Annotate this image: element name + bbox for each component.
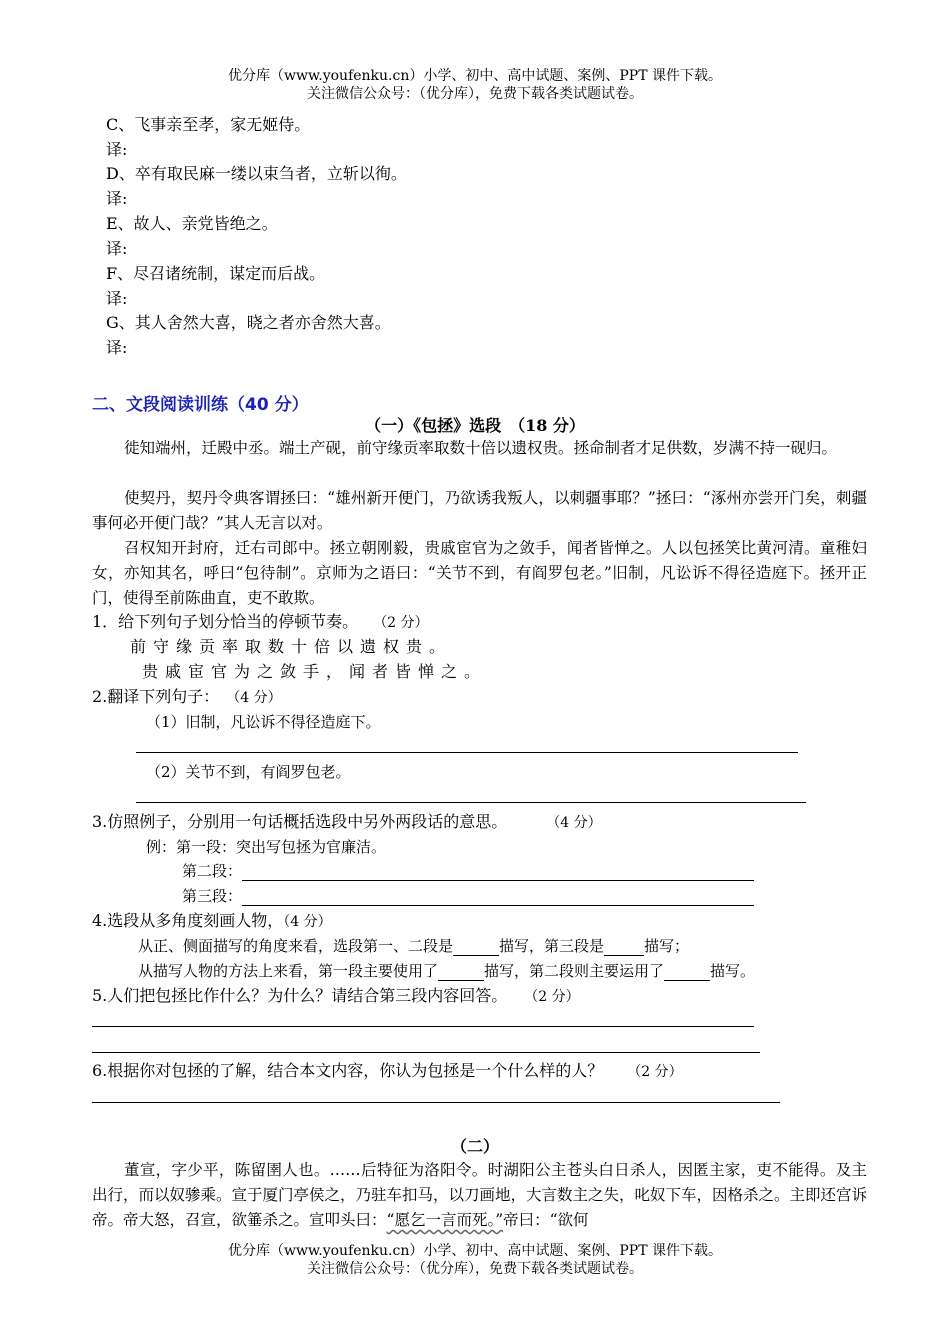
question-2-score: （4 分） (233, 690, 282, 706)
question-1-text: 1．给下列句子划分恰当的停顿节奏。 (92, 612, 359, 631)
translation-item-c: C、飞事亲至孝，家无姬侍。 (106, 115, 311, 134)
question-3-score: （4 分） (553, 815, 602, 831)
answer-blank-4-2[interactable] (604, 941, 644, 956)
translation-label-f: 译: (106, 289, 128, 308)
translation-label-e: 译: (106, 239, 128, 258)
passage2-paragraph (92, 1158, 867, 1233)
question-5-text: 5.人们把包拯比作什么？为什么？请结合第三段内容回答。 (92, 986, 508, 1005)
passage-paragraph-3: 召权知开封府，迁右司郎中。拯立朝刚毅，贵戚宦官为之敛手，闻者皆惮之。人以包拯笑比黄河清。童稚妇女，亦知其名，呼曰“包待制”。京师为之语曰：“关节不到，有阎罗包老。”旧制，凡讼诉不得径造庭下。拯开正门，使得至前陈曲直，吏不敢欺。 (92, 539, 867, 607)
question-4-text: 4.选段从多角度刻画人物， (92, 911, 284, 930)
translation-item-g: G、其人舍然大喜，晓之者亦舍然大喜。 (106, 313, 391, 332)
page-header-line2: 关注微信公众号：（优分库），免费下载各类试题试卷。 (307, 86, 643, 102)
question-3-para2-label: 第二段： (182, 862, 243, 880)
translation-label-g: 译: (106, 338, 128, 357)
question-3-para3-label: 第三段： (182, 887, 243, 905)
question-4-line-2-part-a: 从描写人物的方法上来看，第一段主要使用了 (138, 962, 439, 980)
passage2-quote-underlined: “愿乞一言而死。” (386, 1211, 504, 1229)
question-3-example: 例：第一段：突出写包拯为官廉洁。 (146, 838, 387, 856)
page-footer-line1: 优分库（www.youfenku.cn）小学、初中、高中试题、案例、PPT 课件下载。 (227, 1243, 722, 1259)
question-2 (92, 687, 282, 708)
passage-paragraph-2: 使契丹，契丹令典客谓拯曰：“雄州新开便门，乃欲诱我叛人，以刺疆事耶？”拯曰：“涿州亦尝开门矣，刺疆事何必开便门哉？”其人无言以对。 (92, 489, 867, 532)
page-header-line1: 优分库（www.youfenku.cn）小学、初中、高中试题、案例、PPT 课件下载。 (227, 68, 722, 84)
question-6-text: 6.根据你对包拯的了解，结合本文内容，你认为包拯是一个什么样的人？ (92, 1061, 604, 1080)
answer-line-5-1[interactable] (92, 1026, 754, 1027)
question-4-line-2-part-b: 描写，第二段则主要运用了 (484, 962, 665, 980)
question-5-score: （2 分） (531, 989, 580, 1005)
question-1-sentence-2: 贵戚宦官为之敛手，闻者皆惮之。 (142, 662, 488, 681)
translation-item-d: D、卒有取民麻一缕以束刍者，立斩以徇。 (106, 164, 407, 183)
question-5 (92, 986, 580, 1007)
question-3-para2 (182, 861, 754, 881)
answer-line-6[interactable] (92, 1102, 780, 1103)
question-6 (92, 1061, 683, 1082)
answer-blank-4-4[interactable] (664, 966, 710, 981)
question-3-para3 (182, 886, 754, 906)
answer-line-2-1[interactable] (136, 752, 798, 753)
answer-line-5-2[interactable] (92, 1052, 760, 1053)
question-3 (92, 812, 602, 833)
question-4 (92, 911, 332, 932)
question-4-score: （4 分） (283, 914, 332, 930)
answer-blank-4-3[interactable] (438, 966, 484, 981)
translation-item-f: F、尽召诸统制，谋定而后战。 (106, 264, 326, 283)
question-2-text: 2.翻译下列句子： (92, 687, 220, 706)
question-1-score: （2 分） (380, 615, 429, 631)
question-1-sentence-1: 前守缘贡率取数十倍以遗权贵。 (130, 637, 453, 656)
answer-blank-4-1[interactable] (453, 941, 499, 956)
passage-paragraph-1: 徙知端州，迁殿中丞。端土产砚，前守缘贡率取数十倍以遗权贵。拯命制者才足供数，岁满不持一砚归。 (124, 439, 838, 457)
translation-item-e: E、故人、亲党皆绝之。 (106, 214, 278, 233)
question-3-text: 3.仿照例子，分别用一句话概括选段中另外两段话的意思。 (92, 812, 508, 831)
translation-label-c: 译: (106, 140, 128, 159)
question-4-line-1-part-c: 描写； (644, 937, 690, 955)
answer-blank-para3[interactable] (242, 891, 754, 906)
question-4-line-2-part-c: 描写。 (710, 962, 756, 980)
question-6-score: （2 分） (627, 1064, 683, 1080)
question-4-line-2 (138, 961, 755, 981)
question-1 (92, 612, 429, 633)
question-2-sentence-1: （1）旧制，凡讼诉不得径造庭下。 (146, 713, 381, 731)
question-4-line-1 (138, 936, 689, 956)
page-footer-line2: 关注微信公众号：（优分库），免费下载各类试题试卷。 (307, 1261, 643, 1277)
question-4-line-1-part-b: 描写，第三段是 (499, 937, 605, 955)
question-2-sentence-2: （2）关节不到，有阎罗包老。 (146, 763, 351, 781)
translation-label-d: 译: (106, 189, 128, 208)
section-title: 二、文段阅读训练（40 分） (92, 395, 309, 415)
passage2-continued: 帝曰：“欲何 (503, 1211, 589, 1229)
answer-line-2-2[interactable] (136, 802, 806, 803)
answer-blank-para2[interactable] (242, 866, 754, 881)
part1-title: （一）《包拯》选段 （18 分） (365, 416, 585, 435)
part2-title: （二） (450, 1137, 499, 1156)
passage2-text: 董宣，字少平，陈留圉人也。……后特征为洛阳令。时湖阳公主苍头白日杀人，因匿主家，吏不能得。及主出行，而以奴骖乘。宣于厦门亭侯之，乃驻车扣马，以刀画地，大言数主之失，叱奴下车，因格杀之。主即还宫诉帝。帝大怒，召宣，欲箠杀之。宣叩头曰： (92, 1161, 868, 1229)
question-4-line-1-part-a: 从正、侧面描写的角度来看，选段第一、二段是 (138, 937, 454, 955)
